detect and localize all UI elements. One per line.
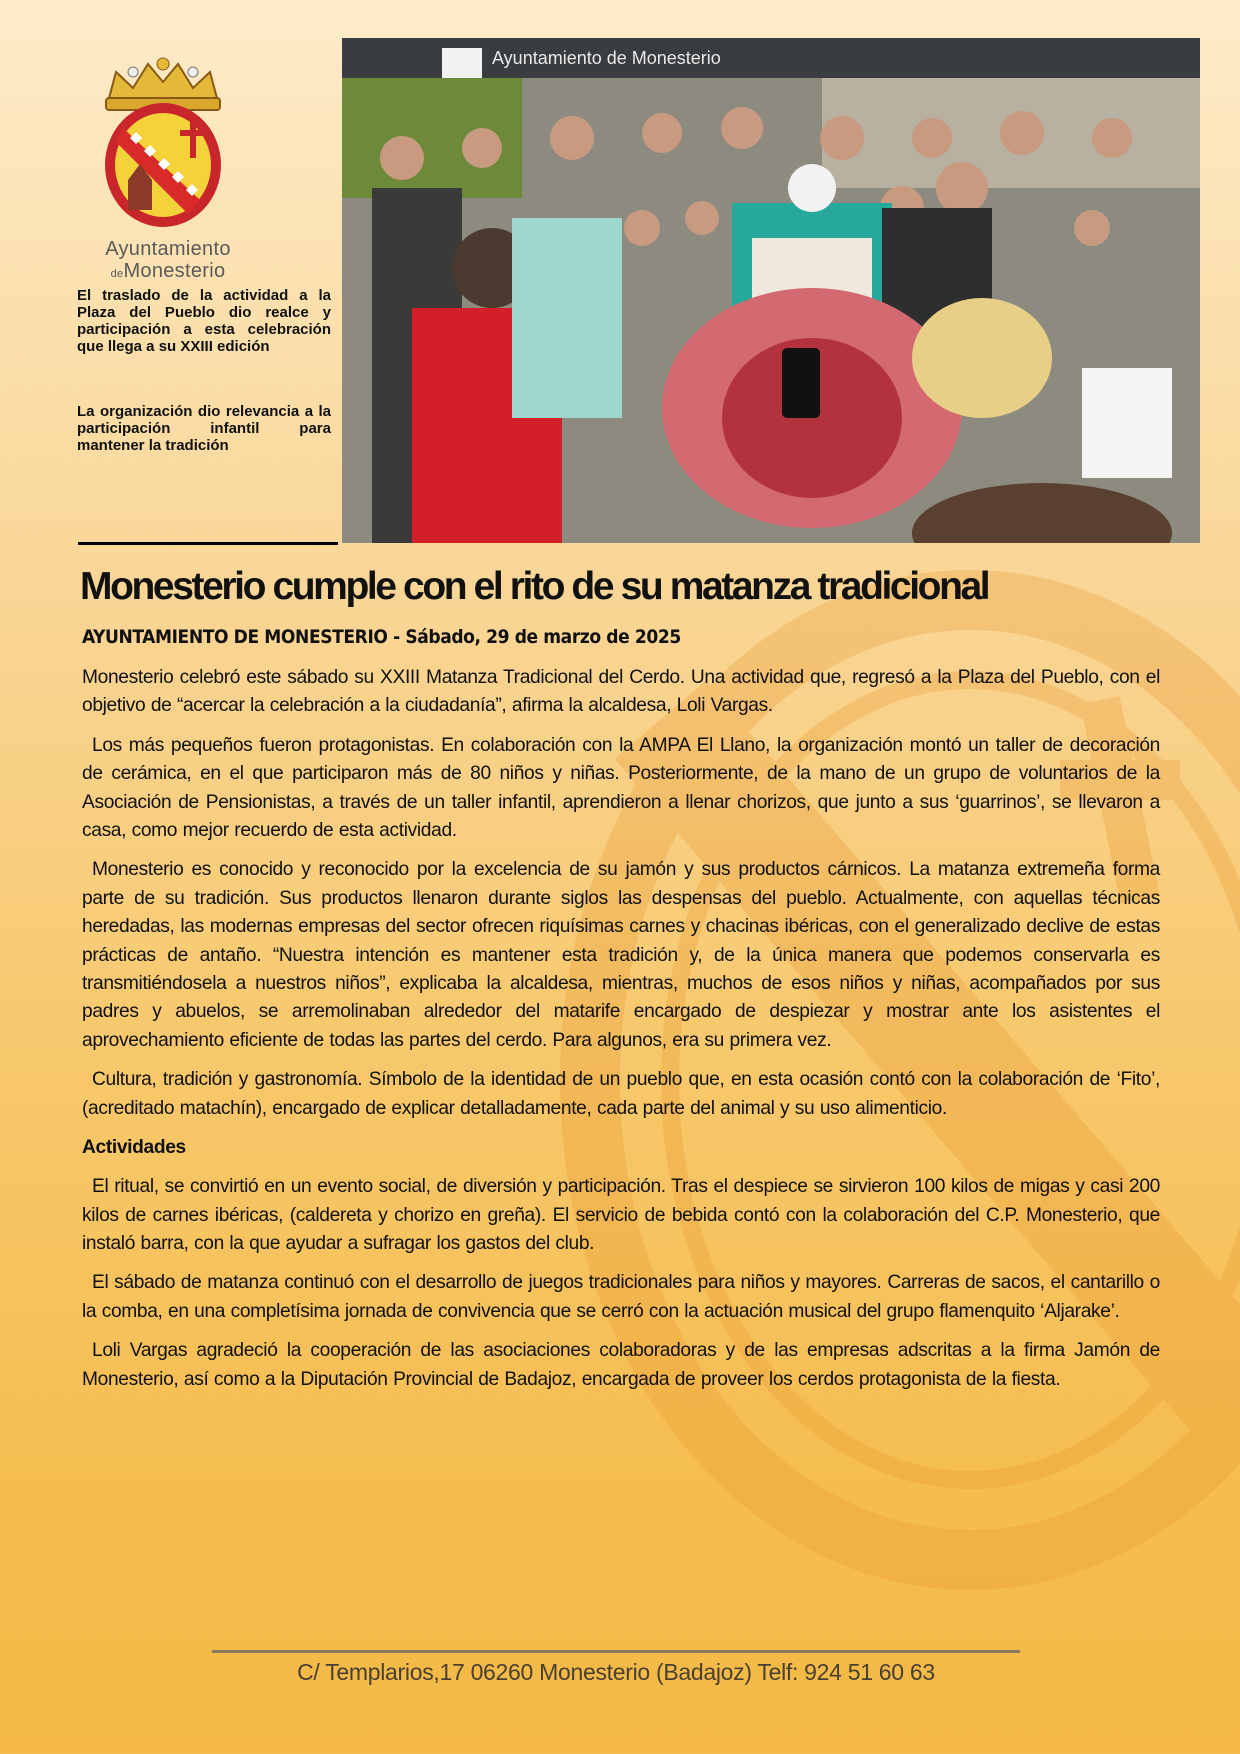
article-paragraph: El sábado de matanza continuó con el desarrollo de juegos tradicionales para niños y mayores. Carreras de sacos, el cantarillo o la comba, en una completísima jornada de convivencia que se cerró con la actuación musical del grupo flamenquito ‘Aljarake’. — [82, 1272, 1160, 1322]
organization-name-prefix: de — [110, 268, 124, 280]
crown-icon — [106, 58, 220, 110]
organization-name-line1: Ayuntamiento — [105, 238, 231, 260]
organization-name-line2: Monesterio — [123, 260, 226, 282]
event-photo — [342, 38, 1200, 543]
footer-address: C/ Templarios,17 06260 Monesterio (Badajoz) Telf: 924 51 60 63 — [297, 1659, 935, 1685]
coat-of-arms-logo — [88, 50, 238, 230]
article-paragraph: Monesterio es conocido y reconocido por la excelencia de su jamón y sus productos cárnicos. La matanza extremeña forma parte de su tradición. Sus productos llenaron durante siglos las despensas del pueblo. Actualmente, con aquellas técnicas heredadas, las modernas empresas del sector ofrecen riquísimas carnes y chacinas ibéricas, con el generalizado declive de estas prácticas de antaño. “Nuestra intención es mantener esta tradición y, de la única manera que podemos conservarla es transmitiéndosela a nuestros niños”, explicaba la alcaldesa, mientras, muchos de esos niños y niñas, acompañados por sus padres y abuelos, se arremolinaban alrededor del matarife encargado de despiezar y mostrar ante los asistentes el aprovechamiento eficiente de todas las partes del cerdo. Para algunos, era su primera vez. — [82, 859, 1160, 1051]
sidebar-highlight-2: La organización dio relevancia a la participación infantil para mantener la tradición — [77, 403, 331, 454]
article-byline: AYUNTAMIENTO DE MONESTERIO - Sábado, 29 de marzo de 2025 — [82, 626, 681, 648]
phone — [782, 348, 820, 418]
article-paragraph: Loli Vargas agradeció la cooperación de las asociaciones colaboradoras y de las empresas adscritas a la firma Jamón de Monesterio, así como a la Diputación Provincial de Badajoz, encargada de proveer los cerdos protagonista de la fiesta. — [82, 1340, 1160, 1390]
article-paragraph: Los más pequeños fueron protagonistas. En colaboración con la AMPA El Llano, la organización montó un taller de decoración de cerámica, en el que participaron más de 80 niños y niñas. Posteriormente, de la mano de un grupo de voluntarios de la Asociación de Pensionistas, a través de un taller infantil, aprendieron a llenar chorizos, que junto a sus ‘guarrinos’, se llevaron a casa, como mejor recuerdo de esta actividad. — [82, 734, 1160, 842]
article-paragraph: Monesterio celebró este sábado su XXIII Matanza Tradicional del Cerdo. Una actividad que, regresó a la Plaza del Pueblo, con el objetivo de “acercar la celebración a la ciudadanía”, afirma la alcaldesa, Loli Vargas. — [82, 667, 1160, 717]
article-paragraph: El ritual, se convirtió en un evento social, de diversión y participación. Tras el despiece se sirvieron 100 kilos de migas y casi 200 kilos de carnes ibéricas, (caldereta y chorizo en greña). El servicio de bebida contó con la colaboración del C.P. Monesterio, que instaló barra, con la que ayudar a sufragar los gastos del club. — [82, 1176, 1160, 1254]
sidebar-highlight-1: El traslado de la actividad a la Plaza del Pueblo dio realce y participación a esta celebración que llega a su XXIII edición — [77, 287, 331, 355]
banner-text: Ayuntamiento de Monesterio — [492, 48, 721, 68]
sidebar-divider — [78, 542, 338, 545]
organization-name — [78, 238, 258, 285]
article-body — [82, 664, 1160, 1405]
event-photo-illustration — [342, 38, 1200, 543]
article-paragraph: Cultura, tradición y gastronomía. Símbolo de la identidad de un pueblo que, en esta ocasión contó con la colaboración de ‘Fito’, (acreditado matachín), encargado de explicar detalladamente, cada parte del animal y su uso alimenticio. — [82, 1069, 1160, 1119]
section-heading-actividades: Actividades — [82, 1137, 186, 1159]
article-headline: Monesterio cumple con el rito de su matanza tradicional — [80, 565, 989, 608]
footer-divider — [212, 1650, 1020, 1653]
